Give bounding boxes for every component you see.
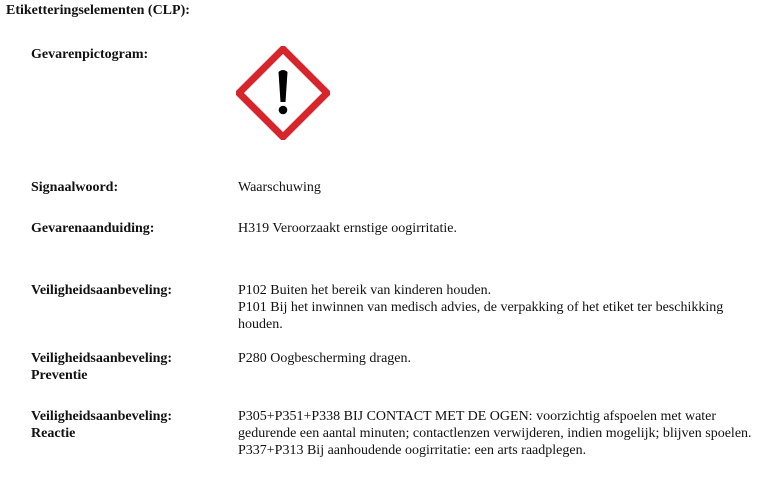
value-signal-word xyxy=(238,179,760,196)
value-line: Waarschuwing xyxy=(238,180,321,195)
label-line: Reactie xyxy=(31,426,76,441)
exclamation-mark-hazard-icon xyxy=(236,46,330,140)
label-line: Veiligheidsaanbeveling: xyxy=(31,283,173,298)
label-line: Gevarenaanduiding: xyxy=(31,221,155,236)
label-precautionary-general xyxy=(31,282,172,299)
value-precautionary-general xyxy=(238,282,760,333)
label-line: Gevarenpictogram: xyxy=(31,47,149,62)
section-heading: Etiketteringselementen (CLP): xyxy=(6,3,190,18)
value-line: P280 Oogbescherming dragen. xyxy=(238,351,412,366)
value-line: P102 Buiten het bereik van kinderen houden. xyxy=(238,283,492,298)
value-line: H319 Veroorzaakt ernstige oogirritatie. xyxy=(238,221,458,236)
value-line: P337+P313 Bij aanhoudende oogirritatie: een arts raadplegen. xyxy=(238,443,587,458)
label-pictogram xyxy=(31,46,148,63)
label-precautionary-response xyxy=(31,408,172,442)
label-line: Preventie xyxy=(31,368,88,383)
value-line: P101 Bij het inwinnen van medisch advies, de verpakking of het etiket ter beschikking houden. xyxy=(238,300,724,332)
label-signal-word xyxy=(31,179,118,196)
value-line: P305+P351+P338 BIJ CONTACT MET DE OGEN: voorzichtig afspoelen met water gedurende een aantal minuten; contactlenzen verwijderen, indien mogelijk; blijven spoelen. xyxy=(238,409,752,441)
label-precautionary-prevention xyxy=(31,350,172,384)
label-line: Signaalwoord: xyxy=(31,180,119,195)
label-hazard-statement xyxy=(31,220,154,237)
label-line: Veiligheidsaanbeveling: xyxy=(31,351,173,366)
value-hazard-statement xyxy=(238,220,760,237)
value-precautionary-prevention xyxy=(238,350,760,367)
value-precautionary-response xyxy=(238,408,760,459)
label-line: Veiligheidsaanbeveling: xyxy=(31,409,173,424)
